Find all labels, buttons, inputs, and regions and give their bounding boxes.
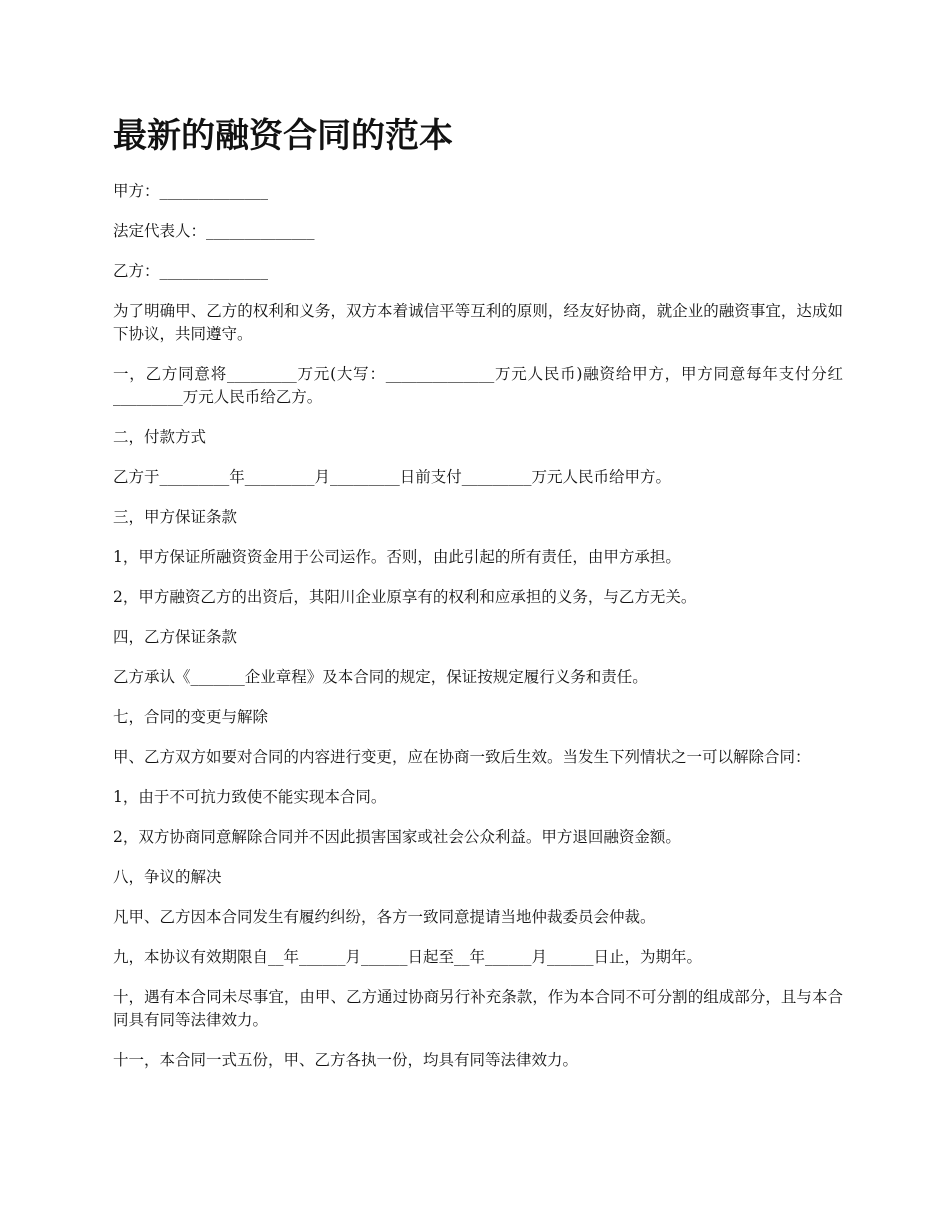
document-title: 最新的融资合同的范本 — [113, 116, 453, 156]
section-heading-party-a-guarantee: 三，甲方保证条款 — [113, 508, 238, 526]
termination-item-2: 2，双方协商同意解除合同并不因此损害国家或社会公众利益。甲方退回融资金额。 — [113, 828, 681, 846]
supplement-paragraph: 十，遇有本合同未尽事宜，由甲、乙方通过协商另行补充条款，作为本合同不可分割的组成部分，且与本合同具有同等法律效力。 — [113, 988, 843, 1029]
section-heading-modification: 七，合同的变更与解除 — [113, 708, 269, 726]
party-b-line: 乙方：______________ — [113, 262, 269, 280]
section-heading-party-b-guarantee: 四，乙方保证条款 — [113, 628, 238, 646]
validity-paragraph: 九，本协议有效期限自__年______月______日起至__年______月______日止，为期年。 — [113, 948, 703, 966]
payment-paragraph: 乙方于_________年_________月_________日前支付_________万元人民币给甲方。 — [113, 468, 672, 486]
clause-1-paragraph: 一，乙方同意将_________万元(大写：______________万元人民币)融资给甲方，甲方同意每年支付分红_________万元人民币给乙方。 — [113, 365, 843, 406]
copies-paragraph: 十一，本合同一式五份，甲、乙方各执一份，均具有同等法律效力。 — [113, 1051, 579, 1069]
party-a-guarantee-item-2: 2，甲方融资乙方的出资后，其阳川企业原享有的权利和应承担的义务，与乙方无关。 — [113, 588, 697, 606]
preamble-paragraph: 为了明确甲、乙方的权利和义务，双方本着诚信平等互利的原则，经友好协商，就企业的融资事宜，达成如下协议，共同遵守。 — [113, 302, 843, 343]
document-page — [113, 108, 843, 1089]
section-heading-dispute: 八，争议的解决 — [113, 868, 222, 886]
dispute-paragraph: 凡甲、乙方因本合同发生有履约纠纷，各方一致同意提请当地仲裁委员会仲裁。 — [113, 908, 656, 926]
section-heading-payment: 二，付款方式 — [113, 428, 207, 446]
termination-item-1: 1，由于不可抗力致使不能实现本合同。 — [113, 788, 387, 806]
party-a-guarantee-item-1: 1，甲方保证所融资资金用于公司运作。否则，由此引起的所有责任，由甲方承担。 — [113, 548, 681, 566]
party-b-guarantee-paragraph: 乙方承认《_______企业章程》及本合同的规定，保证按规定履行义务和责任。 — [113, 668, 648, 686]
modification-paragraph: 甲、乙方双方如要对合同的内容进行变更，应在协商一致后生效。当发生下列情状之一可以解除合同： — [113, 748, 811, 766]
legal-representative-line: 法定代表人：______________ — [113, 222, 315, 240]
party-a-line: 甲方：______________ — [113, 182, 269, 200]
